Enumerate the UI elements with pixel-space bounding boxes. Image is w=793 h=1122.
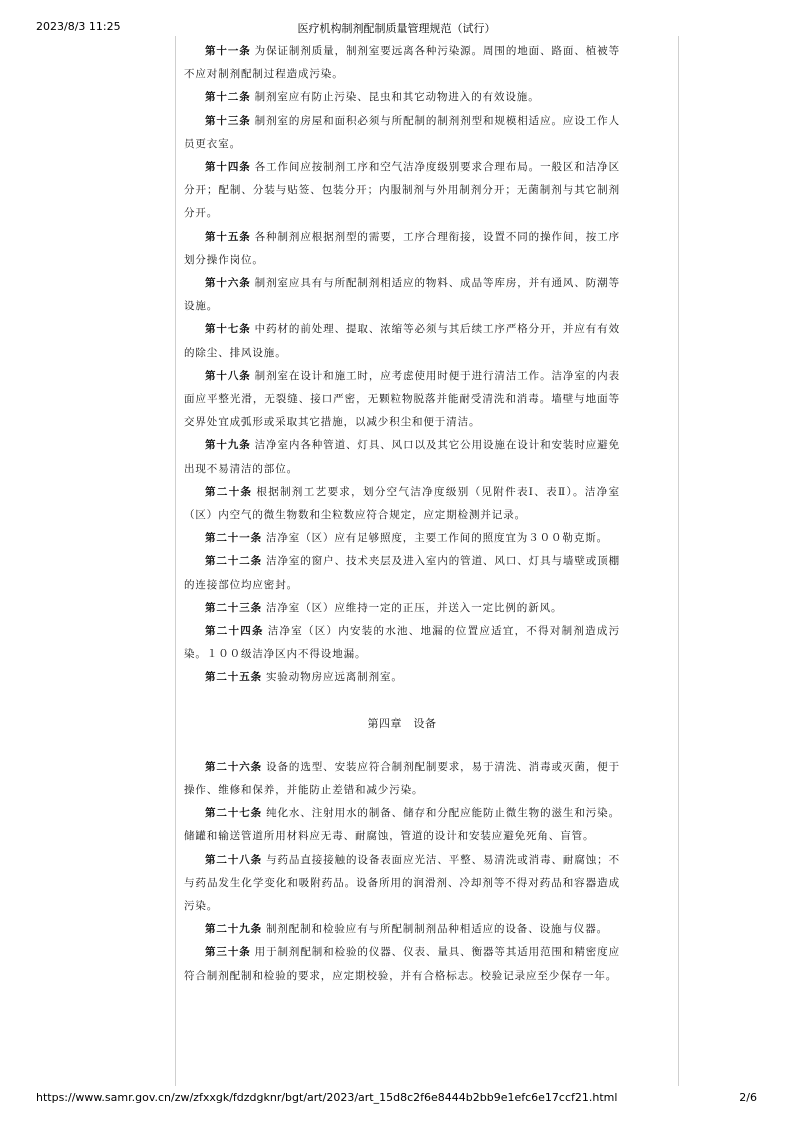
article-text: 制剂室应有防止污染、昆虫和其它动物进入的有效设施。 [254,91,540,104]
article-number: 第二十五条 [205,671,262,684]
article-number: 第十六条 [205,277,251,290]
article-paragraph [184,272,620,318]
article-paragraph [184,941,620,987]
article-paragraph [184,86,620,109]
article-paragraph [184,550,620,596]
article-text: 制剂配制和检验应有与所配制制剂品种相适应的设备、设施与仪器。 [266,923,608,936]
article-group-ch3 [184,40,620,690]
document-content [175,36,679,1086]
article-text: 洁净室的窗户、技术夹层及进入室内的管道、风口、灯具与墙壁或顶棚的连接部位均应密封。 [184,555,621,591]
article-number: 第十八条 [205,369,251,382]
article-text: 根据制剂工艺要求，划分空气洁净度级别（见附件表Ⅰ、表Ⅱ）。洁净室（区）内空气的微生物数和尘粒数应符合规定，应定期检测并记录。 [184,485,620,522]
article-text: 制剂室的房屋和面积必须与所配制的制剂剂型和规模相适应。应设工作人员更衣室。 [184,114,620,150]
article-paragraph [184,620,620,666]
article-paragraph [184,318,620,364]
article-paragraph [184,527,620,550]
article-number: 第二十七条 [205,807,263,820]
article-text: 制剂室应具有与所配制剂相适应的物料、成品等库房，并有通风、防潮等设施。 [184,277,620,313]
article-number: 第二十一条 [205,532,262,545]
article-paragraph [184,481,620,527]
article-paragraph [184,802,620,848]
article-text: 设备的选型、安装应符合制剂配制要求，易于清洗、消毒或灭菌，便于操作、维修和保养，并能防止差错和减少污染。 [184,760,621,796]
article-paragraph [184,226,620,272]
article-paragraph [184,918,620,941]
article-paragraph [184,666,620,689]
chapter-heading: 第四章 设备 [367,716,437,730]
article-text: 洁净室内各种管道、灯具、风口以及其它公用设施在设计和安装时应避免出现不易清洁的部位。 [184,439,620,475]
article-number: 第二十四条 [205,625,264,638]
article-number: 第二十条 [205,485,253,498]
article-number: 第二十九条 [205,923,262,936]
article-number: 第十七条 [205,323,251,336]
article-text: 纯化水、注射用水的制备、储存和分配应能防止微生物的滋生和污染。储罐和输送管道所用材料应无毒、耐腐蚀，管道的设计和安装应避免死角、盲管。 [184,807,621,843]
article-number: 第二十六条 [205,760,263,773]
article-text: 与药品直接接触的设备表面应光洁、平整、易清洗或消毒、耐腐蚀；不与药品发生化学变化和吸附药品。设备所用的润滑剂、冷却剂等不得对药品和容器造成污染。 [184,853,621,912]
article-paragraph [184,756,620,802]
article-text: 中药材的前处理、提取、浓缩等必须与其后续工序严格分开，并应有有效的除尘、排风设施。 [184,323,620,359]
article-text: 洁净室（区）内安装的水池、地漏的位置应适宜，不得对制剂造成污染。１００级洁净区内不得设地漏。 [184,625,620,661]
article-text: 实验动物房应远离制剂室。 [266,671,403,684]
article-text: 用于制剂配制和检验的仪器、仪表、量具、衡器等其适用范围和精密度应符合制剂配制和检验的要求，应定期校验，并有合格标志。校验记录应至少保存一年。 [184,946,620,982]
page-number: 2/6 [739,1091,757,1104]
article-paragraph [184,110,620,156]
page-title: 医疗机构制剂配制质量管理规范（试行） [297,22,496,35]
print-datetime: 2023/8/3 11:25 [36,20,121,33]
article-text: 各种制剂应根据剂型的需要，工序合理衔接，设置不同的操作间，按工序划分操作岗位。 [184,230,620,266]
article-number: 第二十八条 [205,853,263,866]
article-paragraph [184,849,620,919]
article-text: 洁净室（区）应维持一定的正压，并送入一定比例的新风。 [266,601,563,614]
article-number: 第十四条 [205,161,251,174]
article-number: 第十五条 [205,230,251,243]
article-text: 为保证制剂质量，制剂室要远离各种污染源。周围的地面、路面、植被等不应对制剂配制过程造成污染。 [184,45,620,81]
article-number: 第十三条 [205,114,251,127]
page-url: https://www.samr.gov.cn/zw/zfxxgk/fdzdgknr/bgt/art/2023/art_15d8c2f6e8444b2bb9e1efc6e17ccf21.html [36,1091,618,1104]
article-number: 第二十二条 [205,555,263,568]
article-text: 制剂室在设计和施工时，应考虑使用时便于进行清洁工作。洁净室的内表面应平整光滑，无裂缝、接口严密，无颗粒物脱落并能耐受清洗和消毒。墙壁与地面等交界处宜成弧形或采取其它措施，以减少积尘和便于清洁。 [184,369,620,429]
article-paragraph [184,434,620,480]
article-text: 洁净室（区）应有足够照度，主要工作间的照度宜为３００勒克斯。 [266,532,608,545]
article-group-ch4 [184,756,620,988]
document-body [184,40,620,988]
article-text: 各工作间应按制剂工序和空气洁净度级别要求合理布局。一般区和洁净区分开；配制、分装与贴签、包装分开；内服制剂与外用制剂分开；无菌制剂与其它制剂分开。 [184,161,620,220]
article-number: 第三十条 [205,946,251,959]
article-number: 第二十三条 [205,601,262,614]
article-paragraph [184,40,620,86]
article-paragraph [184,597,620,620]
article-paragraph [184,156,620,226]
article-number: 第十九条 [205,439,251,452]
article-paragraph [184,365,620,435]
article-number: 第十一条 [205,45,251,57]
article-number: 第十二条 [205,91,251,104]
